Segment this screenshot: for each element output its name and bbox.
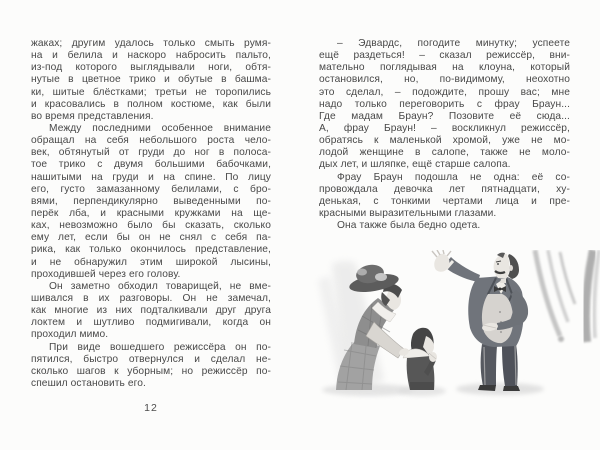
text-line: дых лет, и шляпке, ещё старше салопа. xyxy=(319,159,511,171)
text-line: ещё раздеться! – сказал режиссёр, вни- xyxy=(319,50,570,62)
text-line: как многие из них подталкивали друг друга xyxy=(31,305,271,317)
text-line: Фрау Браун подошла не одна: её со- xyxy=(337,171,570,183)
text-line: Между последними особенное внимание xyxy=(49,122,271,134)
text-line: красными выразительными глазами. xyxy=(319,207,497,219)
text-line: остановился, но, по-видимому, неохотно xyxy=(319,74,570,86)
text-line: во время представления. xyxy=(31,110,154,122)
text-line: ки, шитые блёстками; третьи не торопились xyxy=(31,86,271,98)
page-number: 12 xyxy=(144,402,158,414)
text-line: ках, невозможно было бы сказать, сколько xyxy=(31,220,271,232)
text-line: проходил мимо. xyxy=(31,329,109,341)
girl-figure xyxy=(403,328,437,390)
text-line: надо только переговорить с фрау Браун... xyxy=(319,98,570,110)
text-line: Где мадам Браун? Позовите её сюда... xyxy=(319,110,570,122)
text-line: нашитыми на груди и на спине. По лицу xyxy=(31,171,271,183)
text-line: обращал на себя небольшого роста чело- xyxy=(31,135,271,147)
text-line: сколько шагов к уборным; но режиссёр по- xyxy=(31,365,271,377)
text-line: провождала девочка лет пятнадцати, ху- xyxy=(319,183,570,195)
text-line: пятился, быстро отвернулся и сделал не- xyxy=(31,353,271,365)
page-right-text xyxy=(319,38,570,232)
text-line: из-под которого выглядывали ноги, обтя- xyxy=(31,62,271,74)
text-line: и не обнаружил этим широкой лысины, xyxy=(31,256,271,268)
text-line: мательно поглядывая на клоуна, который xyxy=(319,62,570,74)
text-line: А, фрау Браун! – воскликнул режиссёр, xyxy=(319,122,570,134)
text-line: это сделал, – подождите, прошу вас; мне xyxy=(319,86,570,98)
text-line: тое трико с двумя большими бабочками, xyxy=(31,159,271,171)
text-line: Она также была бедно одета. xyxy=(337,220,481,232)
text-line: нутые в цветное трико и обутые в башма- xyxy=(31,74,271,86)
text-line: лодой женщине в салопе, также не моло- xyxy=(319,147,570,159)
text-line: шивался в их разговоры. Он не замечал, xyxy=(31,292,271,304)
text-line: рика, как только окончилось представление, xyxy=(31,244,271,256)
text-line: ему лет, если бы он не снял с себя па- xyxy=(31,232,271,244)
text-line: на и белила и наскоро набросить пальто, xyxy=(31,50,271,62)
text-line: жаках; другим удалось только смыть румя- xyxy=(31,38,271,49)
text-line: – Эдвардс, погодите минутку; успеете xyxy=(337,38,570,49)
text-line: его, густо замазанному белилами, с бро- xyxy=(31,183,271,195)
curtain-icon xyxy=(535,250,599,342)
text-line: проходившей через его голову. xyxy=(31,268,181,280)
illustration xyxy=(310,250,600,400)
text-line: век, обтянутый от груди до ног в полоса- xyxy=(31,147,271,159)
text-line: перёк лба, и красными кружками на ще- xyxy=(31,207,271,219)
text-line: локтем и шутливо подмигивали, когда он xyxy=(31,317,271,329)
text-line: Он заметно обходил товарищей, не вме- xyxy=(49,280,271,292)
text-line: денькая, с тонкими чертами лица и пре- xyxy=(319,195,570,207)
text-line: обратясь к маленькой хромой, уже не мо- xyxy=(319,135,570,147)
text-line: При виде вошедшего режиссёра он по- xyxy=(49,341,271,353)
text-line: спешил остановить его. xyxy=(31,377,146,389)
page-left-text xyxy=(31,38,271,390)
text-line: вями, перпендикулярно выведенными по- xyxy=(31,195,271,207)
text-line: и красовались в полном костюме, как были xyxy=(31,98,271,110)
director-figure xyxy=(432,250,528,391)
